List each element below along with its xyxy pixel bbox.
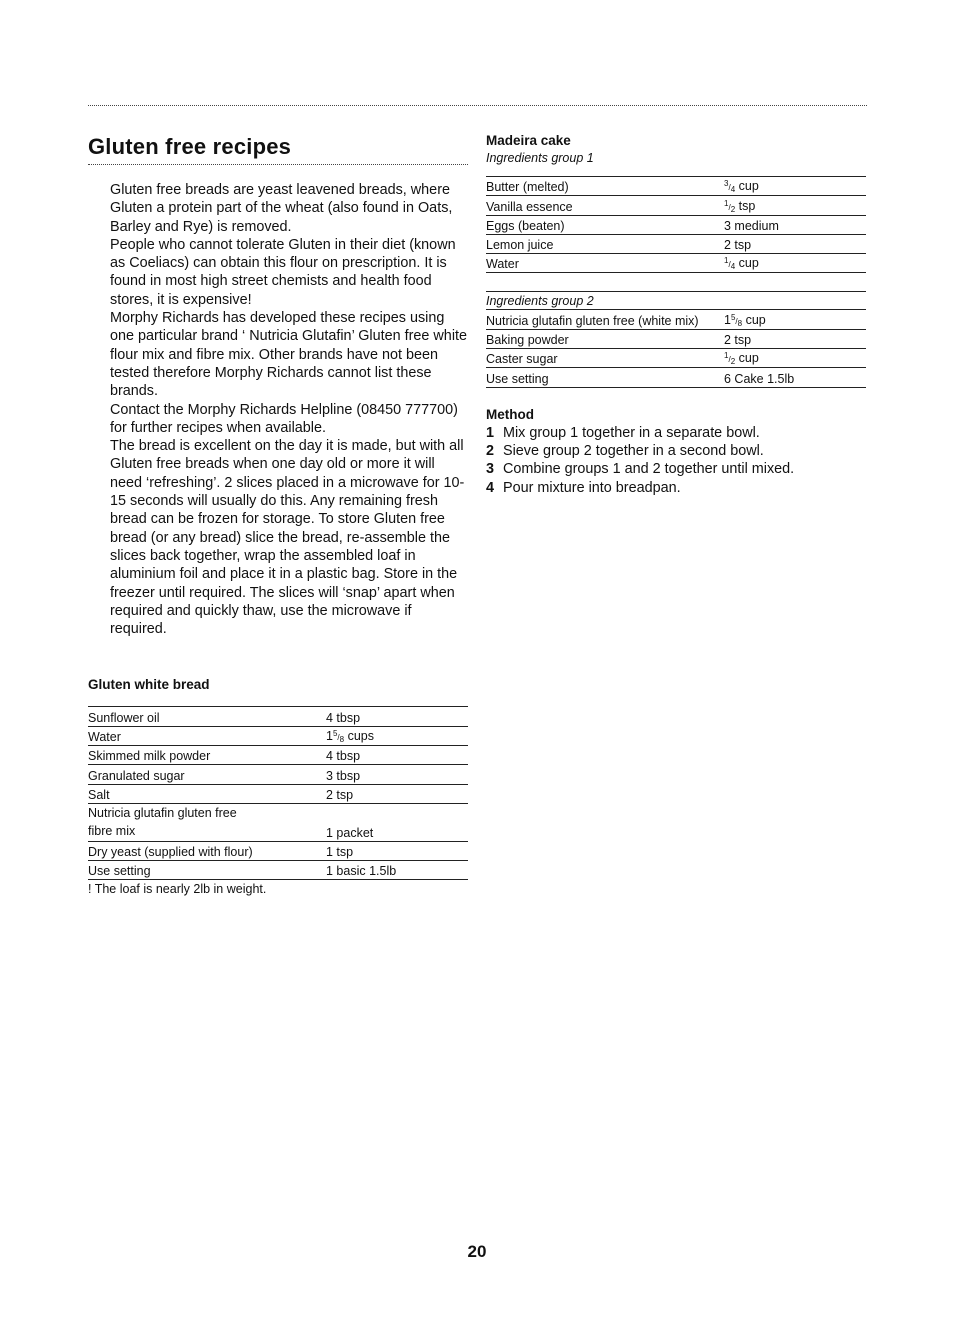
ingredient-row <box>88 860 468 879</box>
ingredient-amount: 3 tbsp <box>326 768 361 783</box>
right-column <box>486 132 866 497</box>
ingredient-amount: 2 tsp <box>724 238 752 253</box>
ingredient-row <box>88 784 468 803</box>
ingredient-row <box>486 234 866 253</box>
fraction: $^1/_4$ <box>724 256 736 272</box>
ingredient-name: Salt <box>88 787 110 802</box>
intro-paragraph: Contact the Morphy Richards Helpline (08450 777700) for further recipes when available. <box>110 401 458 436</box>
method-step <box>486 479 866 497</box>
ingredient-amount: $1^5/_8$ cups <box>326 729 374 745</box>
method-step <box>486 442 866 460</box>
ingredient-name: Eggs (beaten) <box>486 218 565 233</box>
step-number: 2 <box>486 442 495 459</box>
method-step <box>486 424 866 442</box>
step-number: 1 <box>486 424 495 441</box>
ingredient-name: Caster sugar <box>486 352 558 367</box>
ingredient-row <box>88 726 468 745</box>
ingredient-amount: $^3/_4$ cup <box>724 179 759 195</box>
ingredient-name: Skimmed milk powder <box>88 749 211 764</box>
step-number: 3 <box>486 461 495 478</box>
ingredient-amount: 3 medium <box>724 218 779 233</box>
madeira-group-2-table <box>486 309 866 387</box>
intro-paragraph: Gluten free breads are yeast leavened breads, where Gluten a protein part of the wheat (also found in Oats, Barley and Rye) is removed. <box>110 182 453 235</box>
ingredient-amount: 4 tbsp <box>326 749 361 764</box>
top-dotted-rule <box>88 105 867 106</box>
fraction: $^1/_2$ <box>724 351 736 367</box>
ingredients-group-2-label: Ingredients group 2 <box>486 294 594 309</box>
ingredient-amount: 1 tsp <box>326 844 354 859</box>
ingredient-amount: 2 tsp <box>724 333 752 348</box>
ingredient-row <box>486 177 866 196</box>
ingredient-amount: 1 packet <box>326 825 374 840</box>
fraction: $1^5/_8$ <box>724 312 743 328</box>
ingredient-amount: $^1/_2$ cup <box>724 351 759 367</box>
ingredient-name: Sunflower oil <box>88 710 160 725</box>
gluten-white-bread-heading: Gluten white bread <box>88 677 210 693</box>
ingredient-row <box>486 254 866 273</box>
intro-paragraph: People who cannot tolerate Gluten in their diet (known as Coeliacs) can obtain this flour on prescription. It is found in most high street chemists and health food stores, it is expensive! <box>110 236 456 308</box>
madeira-cake-heading: Madeira cake <box>486 133 571 148</box>
page-title: Gluten free recipes <box>88 132 468 165</box>
ingredient-name: Vanilla essence <box>486 199 573 214</box>
step-text: Sieve group 2 together in a second bowl. <box>503 442 764 459</box>
ingredients-group-2 <box>486 291 866 387</box>
ingredient-row <box>486 215 866 234</box>
ingredient-name: Butter (melted) <box>486 180 569 195</box>
ingredient-row <box>88 803 468 841</box>
ingredient-name: Nutricia glutafin gluten free fibre mix <box>88 805 237 839</box>
intro-text <box>110 181 468 638</box>
intro-paragraph: Morphy Richards has developed these recipes using one particular brand ‘ Nutricia Glutafin’ Gluten free white flour mix and fibre mix. Other brands have not been tested therefore Morphy Richards cannot list these brands. <box>110 310 468 400</box>
ingredient-amount: $^1/_4$ cup <box>724 256 759 272</box>
ingredient-name: Nutricia glutafin gluten free (white mix) <box>486 313 699 328</box>
ingredient-row <box>486 349 866 368</box>
ingredient-row <box>486 310 866 329</box>
left-column <box>88 132 468 897</box>
ingredient-name: Water <box>88 730 121 745</box>
fraction: $1^5/_8$ <box>326 729 345 745</box>
step-text: Pour mixture into breadpan. <box>503 479 681 496</box>
ingredient-row <box>486 329 866 348</box>
madeira-group-1-table <box>486 176 866 273</box>
ingredient-name: Use setting <box>486 371 549 386</box>
method-steps <box>486 424 866 497</box>
method-heading: Method <box>486 406 534 422</box>
fraction: $^3/_4$ <box>724 179 736 195</box>
ingredient-amount: $^1/_2$ tsp <box>724 198 756 214</box>
ingredient-amount: 6 Cake 1.5lb <box>724 371 795 386</box>
ingredients-group-1-label: Ingredients group 1 <box>486 151 594 165</box>
ingredient-name: Baking powder <box>486 333 569 348</box>
ingredient-amount: 4 tbsp <box>326 710 361 725</box>
ingredient-name: Lemon juice <box>486 238 554 253</box>
step-text: Mix group 1 together in a separate bowl. <box>503 424 760 441</box>
ingredient-amount: $1^5/_8$ cup <box>724 312 766 328</box>
ingredient-row <box>486 196 866 215</box>
ingredient-name: Dry yeast (supplied with flour) <box>88 844 253 859</box>
fraction: $^1/_2$ <box>724 198 736 214</box>
method-step <box>486 460 866 478</box>
step-text: Combine groups 1 and 2 together until mixed. <box>503 461 795 478</box>
ingredient-row <box>486 368 866 387</box>
ingredient-amount: 1 basic 1.5lb <box>326 864 397 879</box>
gluten-white-bread-table <box>88 706 468 880</box>
ingredient-row <box>88 707 468 726</box>
intro-paragraph: The bread is excellent on the day it is made, but with all Gluten free breads when one day old or more it will need ‘refreshing’. 2 slices placed in a microwave for 10-15 seconds will usually do this. Any remaining fresh bread can be frozen for storage. To store Gluten free bread (or any bread) slice the bread, re-assemble the slices back together, wrap the assembled loaf in aluminium foil and place it in a plastic bag. Store in the freezer until required. The slices will ‘snap’ apart when required and quickly thaw, use the microwave if required. <box>110 438 465 638</box>
ingredient-row <box>88 841 468 860</box>
ingredient-name: Use setting <box>88 864 151 879</box>
page-number: 20 <box>467 1242 487 1261</box>
ingredient-amount: 2 tsp <box>326 787 354 802</box>
step-number: 4 <box>486 479 495 496</box>
ingredient-row <box>88 746 468 765</box>
ingredient-name: Granulated sugar <box>88 768 185 783</box>
ingredient-row <box>88 765 468 784</box>
ingredient-name: Water <box>486 257 519 272</box>
loaf-weight-note: ! The loaf is nearly 2lb in weight. <box>88 882 267 897</box>
